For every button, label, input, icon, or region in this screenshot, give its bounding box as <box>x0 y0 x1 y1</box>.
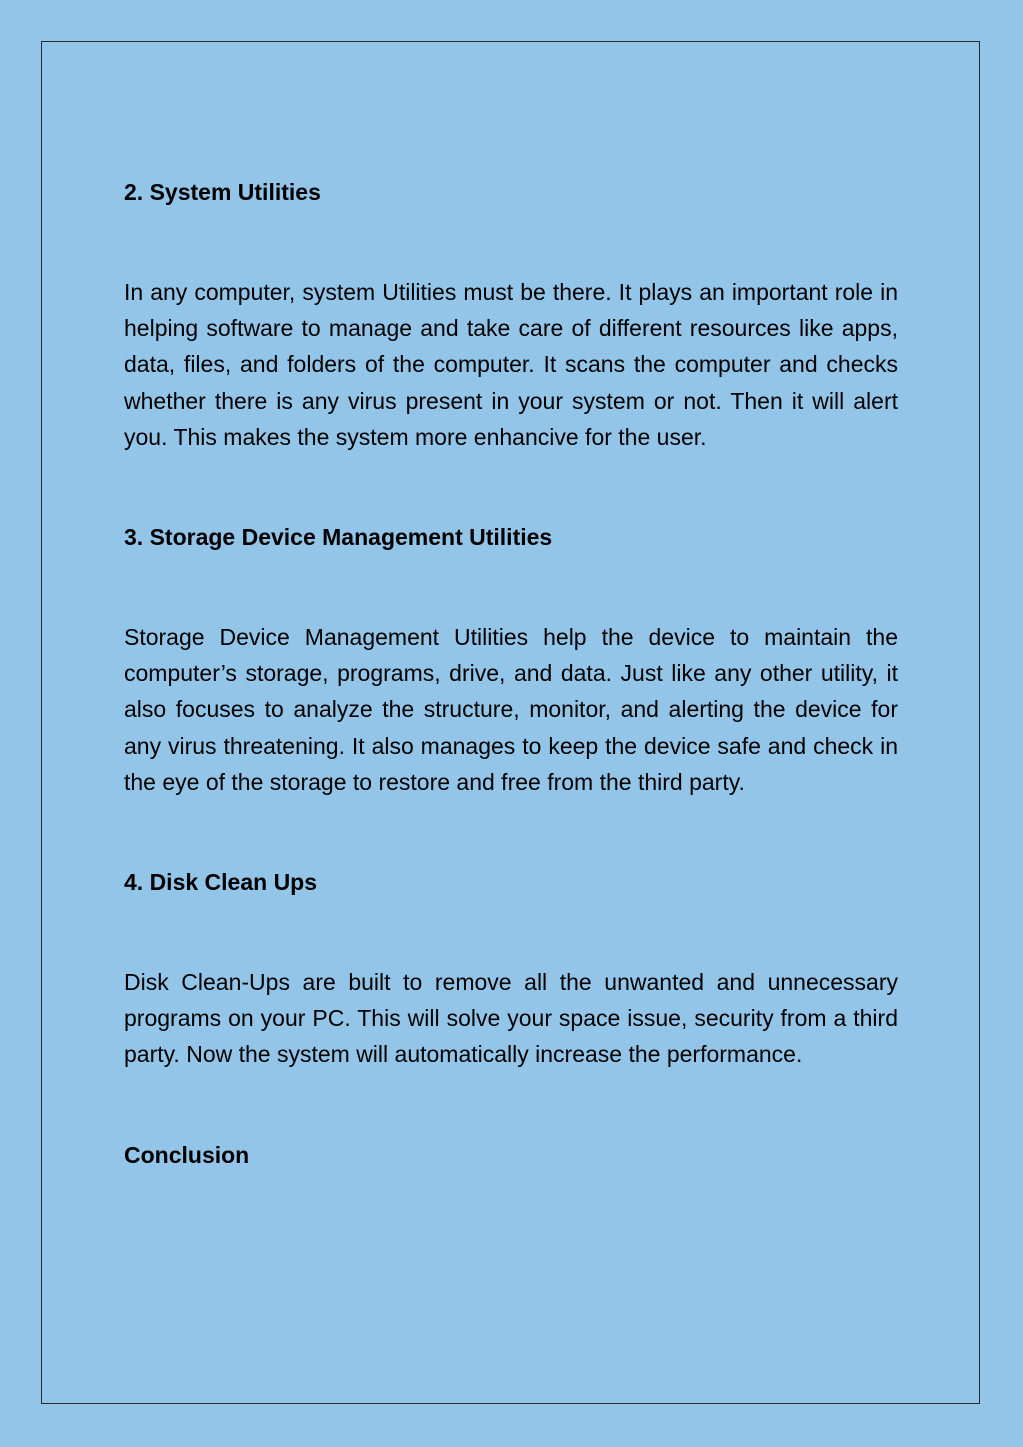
section-body-disk-clean-ups: Disk Clean-Ups are built to remove all the unwanted and unnecessary programs on your PC. This will solve your space issue, security from a third party. Now the system will automatically increase the performance. <box>124 969 898 1068</box>
document-content <box>124 174 898 1173</box>
conclusion-heading: Conclusion <box>124 1141 250 1168</box>
section-heading-disk-clean-ups: 4. Disk Clean Ups <box>124 869 318 896</box>
section-heading-system-utilities: 2. System Utilities <box>124 179 321 205</box>
section-heading-storage-device-management: 3. Storage Device Management Utilities <box>124 524 553 551</box>
section-body-storage-device-management: Storage Device Management Utilities help the device to maintain the computer’s storage, programs, drive, and data. Just like any other utility, it also focuses to analyze the structure, monitor, and alerting the device for any virus threatening. It also manages to keep the device safe and check in the eye of the storage to restore and free from the third party. <box>124 624 898 795</box>
section-body-system-utilities: In any computer, system Utilities must be there. It plays an important role in helping software to manage and take care of different resources like apps, data, files, and folders of the computer. It scans the computer and checks whether there is any virus present in your system or not. Then it will alert you. This makes the system more enhancive for the user. <box>124 279 898 450</box>
